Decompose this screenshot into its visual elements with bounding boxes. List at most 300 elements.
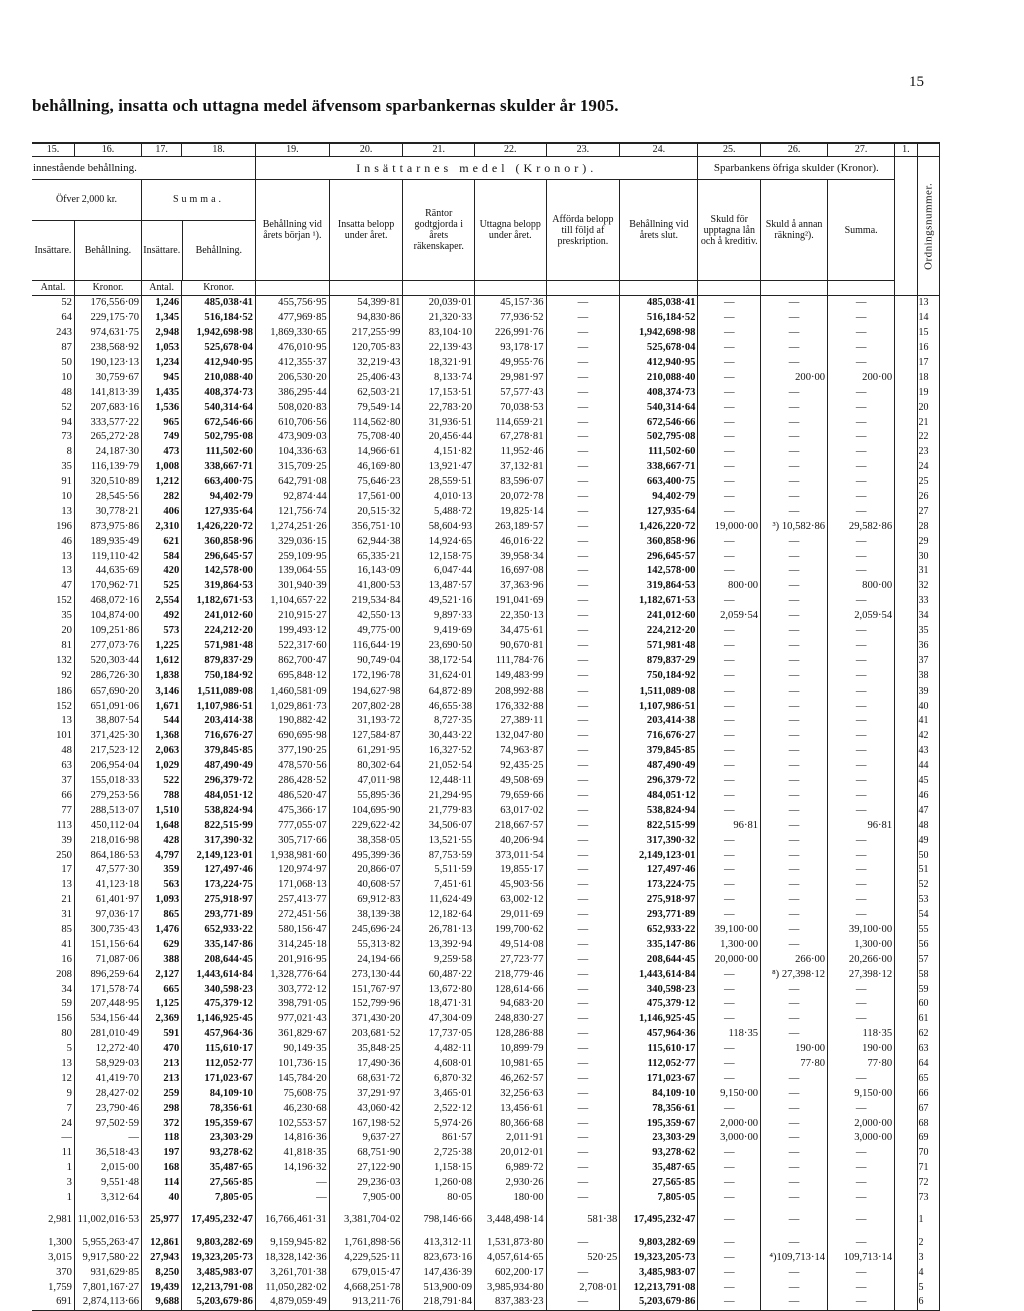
table-cell: — xyxy=(546,1176,620,1191)
table-cell: 672,546·66 xyxy=(182,415,256,430)
table-cell: — xyxy=(546,908,620,923)
table-cell: — xyxy=(698,445,761,460)
subhead-deposits: Insatta belopp under året. xyxy=(329,180,403,281)
group-header-row xyxy=(32,157,940,180)
table-cell: 92,874·44 xyxy=(255,490,329,505)
table-cell: — xyxy=(546,668,620,684)
table-cell: 3,000·00 xyxy=(698,1131,761,1146)
table-cell: 226,991·76 xyxy=(475,326,547,341)
table-cell: 173,224·75 xyxy=(620,878,698,893)
table-cell: 610,706·56 xyxy=(255,415,329,430)
blank-cell xyxy=(895,1027,917,1042)
table-row xyxy=(32,923,940,938)
table-row xyxy=(32,1027,940,1042)
table-cell: 340,598·23 xyxy=(182,982,256,997)
table-cell: 1,029 xyxy=(142,759,182,774)
table-row xyxy=(32,848,940,863)
table-cell: 69,912·83 xyxy=(329,893,403,908)
row-number: 56 xyxy=(917,937,940,952)
table-cell: 24 xyxy=(32,1116,74,1131)
table-cell: — xyxy=(698,430,761,445)
table-cell: 8,250 xyxy=(142,1265,182,1280)
row-number: 45 xyxy=(917,774,940,789)
table-cell: 1,182,671·53 xyxy=(182,594,256,609)
table-cell: 54,399·81 xyxy=(329,296,403,311)
table-cell: — xyxy=(828,1265,895,1280)
blank-cell xyxy=(895,908,917,923)
blank-cell xyxy=(895,1086,917,1101)
blank-cell xyxy=(895,504,917,519)
table-cell: 127,935·64 xyxy=(182,504,256,519)
table-cell: 10,981·65 xyxy=(475,1057,547,1072)
table-cell: — xyxy=(546,923,620,938)
blank-cell xyxy=(895,624,917,639)
blank-cell xyxy=(895,1101,917,1116)
row-number: 71 xyxy=(917,1161,940,1176)
blank-cell xyxy=(895,1146,917,1161)
table-cell: 41,818·35 xyxy=(255,1146,329,1161)
table-cell: 27,565·85 xyxy=(620,1176,698,1191)
table-cell: 1,053 xyxy=(142,341,182,356)
table-cell: 1,536 xyxy=(142,400,182,415)
unit-kronor: Kronor. xyxy=(74,281,141,296)
table-cell: — xyxy=(761,1295,828,1310)
table-cell: 822,515·99 xyxy=(182,818,256,833)
over2000-block xyxy=(32,180,142,281)
table-cell: 241,012·60 xyxy=(620,609,698,624)
table-cell: — xyxy=(761,1176,828,1191)
table-cell: 219,534·84 xyxy=(329,594,403,609)
table-cell: 822,515·99 xyxy=(620,818,698,833)
table-cell: 27,565·85 xyxy=(182,1176,256,1191)
table-cell: — xyxy=(698,1012,761,1027)
table-cell: 190·00 xyxy=(761,1042,828,1057)
table-cell: 34,475·61 xyxy=(475,624,547,639)
table-cell: — xyxy=(828,1295,895,1310)
table-cell: 13,487·57 xyxy=(403,579,475,594)
table-cell: 20,515·32 xyxy=(329,504,403,519)
table-cell: 412,940·95 xyxy=(182,356,256,371)
table-cell: 19,323,205·73 xyxy=(182,1250,256,1265)
table-cell: 79,549·14 xyxy=(329,400,403,415)
table-cell: 224,212·20 xyxy=(620,624,698,639)
table-cell: — xyxy=(546,1161,620,1176)
row-number: 38 xyxy=(917,668,940,684)
table-cell: 68,751·90 xyxy=(329,1146,403,1161)
table-cell: 75,646·23 xyxy=(329,475,403,490)
blank-cell xyxy=(895,594,917,609)
row-number: 25 xyxy=(917,475,940,490)
table-cell: 39,100·00 xyxy=(698,923,761,938)
table-cell: 207,802·28 xyxy=(329,699,403,714)
table-cell: — xyxy=(761,534,828,549)
table-cell: — xyxy=(698,624,761,639)
table-cell: 492 xyxy=(142,609,182,624)
table-cell: 522,317·60 xyxy=(255,638,329,653)
table-cell: 77 xyxy=(32,803,74,818)
table-cell: 7,451·61 xyxy=(403,878,475,893)
table-cell: 203,681·52 xyxy=(329,1027,403,1042)
table-cell: 217,523·12 xyxy=(74,744,141,759)
table-cell: 120,974·97 xyxy=(255,863,329,878)
row-number: 44 xyxy=(917,759,940,774)
table-cell: 508,020·83 xyxy=(255,400,329,415)
table-cell: 9,259·58 xyxy=(403,952,475,967)
table-cell: 17,153·51 xyxy=(403,385,475,400)
blank-cell xyxy=(895,923,917,938)
table-cell: 1,426,220·72 xyxy=(620,519,698,534)
table-cell: 46 xyxy=(32,534,74,549)
table-cell: 38,172·54 xyxy=(403,653,475,668)
table-cell: 128,614·66 xyxy=(475,982,547,997)
table-cell: 170,962·71 xyxy=(74,579,141,594)
table-cell: 3,146 xyxy=(142,684,182,699)
table-cell: 457,964·36 xyxy=(620,1027,698,1042)
table-cell: 9,150·00 xyxy=(828,1086,895,1101)
table-row xyxy=(32,1057,940,1072)
table-cell: 139,064·55 xyxy=(255,564,329,579)
table-body xyxy=(32,296,940,1311)
table-cell: — xyxy=(761,759,828,774)
row-number: 33 xyxy=(917,594,940,609)
table-cell: 3,381,704·02 xyxy=(329,1205,403,1235)
table-cell: 48 xyxy=(32,744,74,759)
table-cell: — xyxy=(698,668,761,684)
table-cell: 2,149,123·01 xyxy=(620,848,698,863)
table-cell: — xyxy=(761,400,828,415)
table-row xyxy=(32,385,940,400)
table-cell: — xyxy=(546,475,620,490)
table-cell: 2,948 xyxy=(142,326,182,341)
table-cell: 167,198·52 xyxy=(329,1116,403,1131)
blank-cell xyxy=(895,549,917,564)
table-cell: 101 xyxy=(32,729,74,744)
table-cell: — xyxy=(698,789,761,804)
table-cell: 4,229,525·11 xyxy=(329,1250,403,1265)
table-cell: 3,015 xyxy=(32,1250,74,1265)
table-cell: — xyxy=(828,564,895,579)
column-number: 15. xyxy=(32,143,74,157)
table-cell: — xyxy=(546,744,620,759)
row-number: 6 xyxy=(917,1295,940,1310)
blank-cell xyxy=(895,385,917,400)
table-cell: 372 xyxy=(142,1116,182,1131)
table-cell: 538,824·94 xyxy=(182,803,256,818)
row-number: 43 xyxy=(917,744,940,759)
table-cell: 112,052·77 xyxy=(182,1057,256,1072)
table-cell: 520,303·44 xyxy=(74,653,141,668)
row-number: 49 xyxy=(917,833,940,848)
table-cell: 77·80 xyxy=(761,1057,828,1072)
table-cell: 412,940·95 xyxy=(620,356,698,371)
table-cell: 571,981·48 xyxy=(620,638,698,653)
table-cell: 5,511·59 xyxy=(403,863,475,878)
table-cell: 224,212·20 xyxy=(182,624,256,639)
table-cell: — xyxy=(546,729,620,744)
table-cell: — xyxy=(761,475,828,490)
table-cell: — xyxy=(828,833,895,848)
table-cell: — xyxy=(761,1071,828,1086)
table-cell: 1,942,698·98 xyxy=(620,326,698,341)
table-cell: 1,300·00 xyxy=(698,937,761,952)
table-row xyxy=(32,863,940,878)
table-cell: — xyxy=(698,1146,761,1161)
column-number: 26. xyxy=(761,143,828,157)
unit-kronor: Kronor. xyxy=(182,281,256,296)
table-cell: 20 xyxy=(32,624,74,639)
table-cell: 73 xyxy=(32,430,74,445)
table-cell: 477,969·85 xyxy=(255,311,329,326)
over2000-label: Öfver 2,000 kr. xyxy=(32,180,141,221)
table-cell: 19,855·17 xyxy=(475,863,547,878)
table-cell: — xyxy=(255,1176,329,1191)
table-cell: 152,799·96 xyxy=(329,997,403,1012)
blank-cell xyxy=(895,699,917,714)
table-cell: 30,443·22 xyxy=(403,729,475,744)
table-cell: 43,060·42 xyxy=(329,1101,403,1116)
column-number: 24. xyxy=(620,143,698,157)
table-cell: 750,184·92 xyxy=(182,668,256,684)
table-cell: 663,400·75 xyxy=(182,475,256,490)
blank-cell xyxy=(895,714,917,729)
table-cell: — xyxy=(828,1012,895,1027)
blank-cell xyxy=(895,937,917,952)
table-row xyxy=(32,445,940,460)
table-cell: — xyxy=(32,1131,74,1146)
row-number: 67 xyxy=(917,1101,940,1116)
table-cell: 520·25 xyxy=(546,1250,620,1265)
row-number: 23 xyxy=(917,445,940,460)
table-cell: 118 xyxy=(142,1131,182,1146)
table-cell: — xyxy=(546,653,620,668)
table-cell: 46,230·68 xyxy=(255,1101,329,1116)
table-cell: 473 xyxy=(142,445,182,460)
table-cell: — xyxy=(546,997,620,1012)
table-cell: 30,759·67 xyxy=(74,370,141,385)
row-number: 24 xyxy=(917,460,940,475)
subhead-loans: Skuld för upptagna lån och å kreditiv. xyxy=(698,180,761,281)
table-row xyxy=(32,684,940,699)
table-cell: 52 xyxy=(32,296,74,311)
table-cell: 17,495,232·47 xyxy=(182,1205,256,1235)
table-cell: 176,332·88 xyxy=(475,699,547,714)
table-cell: 4,879,059·49 xyxy=(255,1295,329,1310)
table-cell: 516,184·52 xyxy=(620,311,698,326)
table-cell: 18,321·91 xyxy=(403,356,475,371)
table-cell: — xyxy=(761,1027,828,1042)
row-number: 30 xyxy=(917,549,940,564)
table-cell: 896,259·64 xyxy=(74,967,141,982)
table-cell: — xyxy=(828,789,895,804)
table-cell: 7,905·00 xyxy=(329,1191,403,1206)
table-cell: 18,471·31 xyxy=(403,997,475,1012)
table-cell: 152 xyxy=(32,699,74,714)
table-cell: — xyxy=(698,326,761,341)
row-number: 1 xyxy=(917,1205,940,1235)
table-cell: 32,256·63 xyxy=(475,1086,547,1101)
table-cell: 716,676·27 xyxy=(182,729,256,744)
table-cell: 1,443,614·84 xyxy=(182,967,256,982)
row-number: 21 xyxy=(917,415,940,430)
table-cell: — xyxy=(828,684,895,699)
table-cell: 861·57 xyxy=(403,1131,475,1146)
table-cell: 12,213,791·08 xyxy=(182,1280,256,1295)
table-cell: 62,503·21 xyxy=(329,385,403,400)
table-cell: — xyxy=(74,1131,141,1146)
table-cell: 116,644·19 xyxy=(329,638,403,653)
table-cell: — xyxy=(828,326,895,341)
table-cell: — xyxy=(546,400,620,415)
table-cell: 218,667·57 xyxy=(475,818,547,833)
table-cell: — xyxy=(761,803,828,818)
table-cell: 81 xyxy=(32,638,74,653)
table-cell: 50 xyxy=(32,356,74,371)
table-cell: 8,133·74 xyxy=(403,370,475,385)
table-cell: 455,756·95 xyxy=(255,296,329,311)
table-cell: 259,109·95 xyxy=(255,549,329,564)
table-cell: 16,766,461·31 xyxy=(255,1205,329,1235)
table-cell: — xyxy=(761,385,828,400)
table-row xyxy=(32,609,940,624)
table-cell: 1,328,776·64 xyxy=(255,967,329,982)
table-cell: — xyxy=(828,1235,895,1250)
table-cell: 218,791·84 xyxy=(403,1295,475,1310)
table-cell: 250 xyxy=(32,848,74,863)
unit-blank xyxy=(403,281,475,296)
table-cell: 1,146,925·45 xyxy=(182,1012,256,1027)
table-cell: 296,645·57 xyxy=(182,549,256,564)
table-cell: 173,224·75 xyxy=(182,878,256,893)
table-cell: 94,830·86 xyxy=(329,311,403,326)
table-cell: — xyxy=(698,1057,761,1072)
table-cell: 80 xyxy=(32,1027,74,1042)
table-cell: 398,791·05 xyxy=(255,997,329,1012)
table-cell: 21,779·83 xyxy=(403,803,475,818)
table-cell: 11,002,016·53 xyxy=(74,1205,141,1235)
subhead-withdrawals: Uttagna belopp under året. xyxy=(475,180,547,281)
table-row xyxy=(32,714,940,729)
table-cell: 83,104·10 xyxy=(403,326,475,341)
table-cell: 147,436·39 xyxy=(403,1265,475,1280)
totals-row xyxy=(32,1205,940,1235)
table-cell: 2,522·12 xyxy=(403,1101,475,1116)
table-cell: 104,695·90 xyxy=(329,803,403,818)
table-cell: 14,196·32 xyxy=(255,1161,329,1176)
table-cell: 1,260·08 xyxy=(403,1176,475,1191)
table-cell: 1,511,089·08 xyxy=(182,684,256,699)
table-cell: 210,915·27 xyxy=(255,609,329,624)
table-cell: — xyxy=(828,668,895,684)
table-cell: 41 xyxy=(32,937,74,952)
table-cell: 66 xyxy=(32,789,74,804)
table-cell: 132,047·80 xyxy=(475,729,547,744)
table-cell: — xyxy=(546,982,620,997)
table-cell: 40 xyxy=(142,1191,182,1206)
row-number: 58 xyxy=(917,967,940,982)
table-cell: 84,109·10 xyxy=(620,1086,698,1101)
table-cell: 210,088·40 xyxy=(620,370,698,385)
table-cell: — xyxy=(698,549,761,564)
table-cell: 77·80 xyxy=(828,1057,895,1072)
unit-blank xyxy=(546,281,620,296)
table-cell: 46,016·22 xyxy=(475,534,547,549)
table-cell: — xyxy=(761,1146,828,1161)
table-cell: 201,916·95 xyxy=(255,952,329,967)
table-cell: 9,897·33 xyxy=(403,609,475,624)
table-cell: — xyxy=(828,534,895,549)
table-cell: 1,942,698·98 xyxy=(182,326,256,341)
table-cell: 127,584·87 xyxy=(329,729,403,744)
subhead-other-debt: Skuld å annan räkning²). xyxy=(761,180,828,281)
table-cell: 977,021·43 xyxy=(255,1012,329,1027)
table-cell: 21,052·54 xyxy=(403,759,475,774)
row-number: 72 xyxy=(917,1176,940,1191)
table-cell: 20,012·01 xyxy=(475,1146,547,1161)
table-cell: — xyxy=(828,356,895,371)
table-cell: 749 xyxy=(142,430,182,445)
table-cell: — xyxy=(546,714,620,729)
table-cell: 118·35 xyxy=(828,1027,895,1042)
table-cell: 502,795·08 xyxy=(620,430,698,445)
table-cell: 2,708·01 xyxy=(546,1280,620,1295)
table-cell: 370 xyxy=(32,1265,74,1280)
table-cell: 5,955,263·47 xyxy=(74,1235,141,1250)
table-cell: 74,963·87 xyxy=(475,744,547,759)
table-cell: — xyxy=(828,653,895,668)
subhead-behallning: Behållning. xyxy=(84,245,132,256)
table-cell: 49,508·69 xyxy=(475,774,547,789)
table-cell: 47,577·30 xyxy=(74,863,141,878)
table-cell: 41,419·70 xyxy=(74,1071,141,1086)
table-cell: 371,425·30 xyxy=(74,729,141,744)
table-cell: — xyxy=(698,1280,761,1295)
table-cell: — xyxy=(546,1191,620,1206)
table-cell: 2,000·00 xyxy=(828,1116,895,1131)
table-cell: 34 xyxy=(32,982,74,997)
table-cell: 23,303·29 xyxy=(182,1131,256,1146)
row-number: 19 xyxy=(917,385,940,400)
table-cell: 663,400·75 xyxy=(620,475,698,490)
table-cell: 408,374·73 xyxy=(182,385,256,400)
table-row xyxy=(32,818,940,833)
table-cell: 413,312·11 xyxy=(403,1235,475,1250)
row-number: 73 xyxy=(917,1191,940,1206)
table-cell: — xyxy=(828,803,895,818)
table-cell: 13 xyxy=(32,549,74,564)
table-cell: 111,784·76 xyxy=(475,653,547,668)
table-row xyxy=(32,624,940,639)
table-cell: — xyxy=(698,311,761,326)
table-cell: — xyxy=(546,609,620,624)
table-cell: 203,414·38 xyxy=(182,714,256,729)
table-cell: — xyxy=(698,759,761,774)
table-cell: 286,428·52 xyxy=(255,774,329,789)
table-cell: 35,487·65 xyxy=(182,1161,256,1176)
table-cell: 1,838 xyxy=(142,668,182,684)
table-cell: 3,465·01 xyxy=(403,1086,475,1101)
table-cell: — xyxy=(761,699,828,714)
table-cell: 102,553·57 xyxy=(255,1116,329,1131)
table-cell: 2,310 xyxy=(142,519,182,534)
blank-cell xyxy=(895,1116,917,1131)
row-number: 40 xyxy=(917,699,940,714)
table-cell: 58,929·03 xyxy=(74,1057,141,1072)
table-cell: — xyxy=(546,789,620,804)
table-cell: 965 xyxy=(142,415,182,430)
table-cell: 495,399·36 xyxy=(329,848,403,863)
table-cell: — xyxy=(546,803,620,818)
table-cell: 29,582·86 xyxy=(828,519,895,534)
